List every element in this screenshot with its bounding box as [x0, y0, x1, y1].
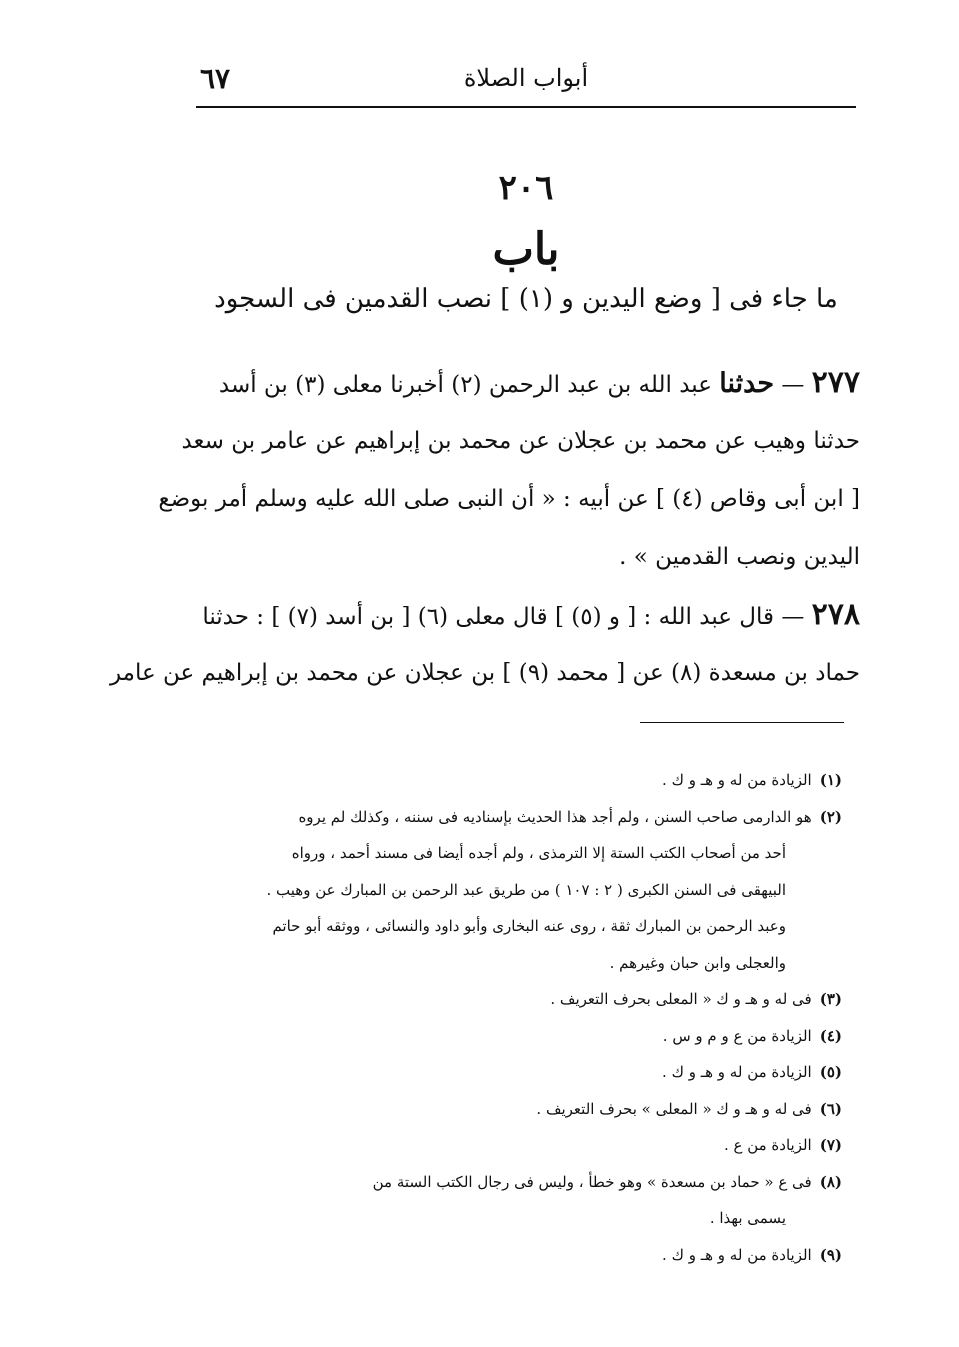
footnote-line [190, 1237, 842, 1274]
footnote-separator [640, 722, 844, 723]
footnote-number: (٢) [819, 807, 842, 826]
footnote-line [190, 1018, 842, 1055]
hadith-line [190, 586, 860, 644]
footnote-text: فى ع « حماد بن مسعدة » وهو خطأ ، وليس فى رجال الكتب الستة من [372, 1172, 812, 1191]
footnote-line [190, 1164, 842, 1201]
footnote-line [190, 908, 842, 945]
hadith-line: حماد بن مسعدة (٨) عن [ محمد (٩) ] بن عجلان عن محمد بن إبراهيم عن عامر [109, 660, 860, 686]
footnote-text: الزيادة من له و هـ و ك . [662, 771, 812, 789]
footnote-text: هو الدارمى صاحب السنن ، ولم أجد هذا الحديث بإسناديه فى سننه ، وكذلك لم يروه [298, 807, 812, 826]
hadith-dash: — [781, 372, 805, 398]
hadith-number: ٢٧٧ [811, 365, 860, 400]
hadith-line: [ ابن أبى وقاص (٤) ] عن أبيه : « أن النبى صلى الله عليه وسلم أمر بوضع [158, 486, 860, 512]
page-number: ٦٧ [200, 62, 231, 95]
footnote-number: (٣) [819, 990, 842, 1008]
hadith-number: ٢٧٨ [811, 597, 860, 632]
footnote-number: (٩) [819, 1245, 842, 1264]
footnote-line [190, 1200, 842, 1237]
hadith-line: اليدين ونصب القدمين » . [619, 544, 860, 570]
footnote-text: فى له و هـ و ك « المعلى » بحرف التعريف . [536, 1099, 812, 1118]
running-header [196, 56, 856, 104]
footnote-text: الزيادة من له و هـ و ك . [662, 1245, 812, 1264]
footnote-number: (٨) [819, 1172, 842, 1191]
running-title: أبواب الصلاة [463, 64, 589, 92]
footnote-line [190, 981, 842, 1018]
footnote-text: وعبد الرحمن بن المبارك ثقة ، روى عنه البخارى وأبو داود والنسائى ، ووثقه أبو حاتم [272, 917, 786, 935]
footnote-line [190, 1054, 842, 1091]
hadith-277 [158, 354, 860, 586]
footnote-line [190, 872, 842, 909]
hadith-line: حدثنا وهيب عن محمد بن عجلان عن محمد بن إبراهيم عن عامر بن سعد [181, 428, 860, 454]
footnote-line [190, 762, 842, 799]
hadith-opening-word: حدثنا [719, 368, 775, 399]
footnote-text: البيهقى فى السنن الكبرى ( ٢ : ١٠٧ ) من طريق عبد الرحمن بن المبارك عن وهيب . [266, 880, 786, 899]
chapter-number: ٢٠٦ [498, 168, 554, 208]
footnote-number: (٧) [819, 1136, 842, 1154]
footnote-number: (٤) [819, 1026, 842, 1045]
footnote-number: (٦) [819, 1099, 842, 1118]
hadith-278 [109, 586, 860, 702]
chapter-label: باب [492, 224, 560, 275]
hadith-text: قال عبد الله : [ و (٥) ] قال معلى (٦) [ بن أسد (٧) ] : حدثنا [202, 604, 775, 630]
footnote-line [190, 945, 842, 982]
header-rule [196, 106, 856, 108]
hadith-dash: — [781, 604, 805, 630]
footnote-text: الزيادة من ع . [723, 1136, 812, 1154]
hadith-line [190, 354, 860, 412]
footnotes [190, 762, 842, 1273]
hadith-text: عبد الله بن عبد الرحمن (٢) أخبرنا معلى (٣) بن أسد [218, 372, 712, 398]
footnote-text: أحد من أصحاب الكتب الستة إلا الترمذى ، ولم أجده أيضا فى مسند أحمد ، ورواه [291, 844, 786, 862]
footnote-text: والعجلى وابن حبان وغيرهم . [609, 953, 786, 972]
footnote-line [190, 835, 842, 872]
footnote-text: يسمى بهذا . [709, 1209, 786, 1227]
footnote-text: الزيادة من له و هـ و ك . [662, 1063, 812, 1081]
footnote-line [190, 1091, 842, 1128]
chapter-title: ما جاء فى [ وضع اليدين و (١) ] نصب القدمين فى السجود [214, 284, 838, 314]
footnote-number: (١) [819, 771, 842, 789]
footnote-line [190, 799, 842, 836]
footnote-text: فى له و هـ و ك « المعلى بحرف التعريف . [550, 990, 812, 1008]
footnote-text: الزيادة من ع و م و س . [662, 1026, 812, 1045]
footnote-number: (٥) [819, 1063, 842, 1081]
footnote-line [190, 1127, 842, 1164]
